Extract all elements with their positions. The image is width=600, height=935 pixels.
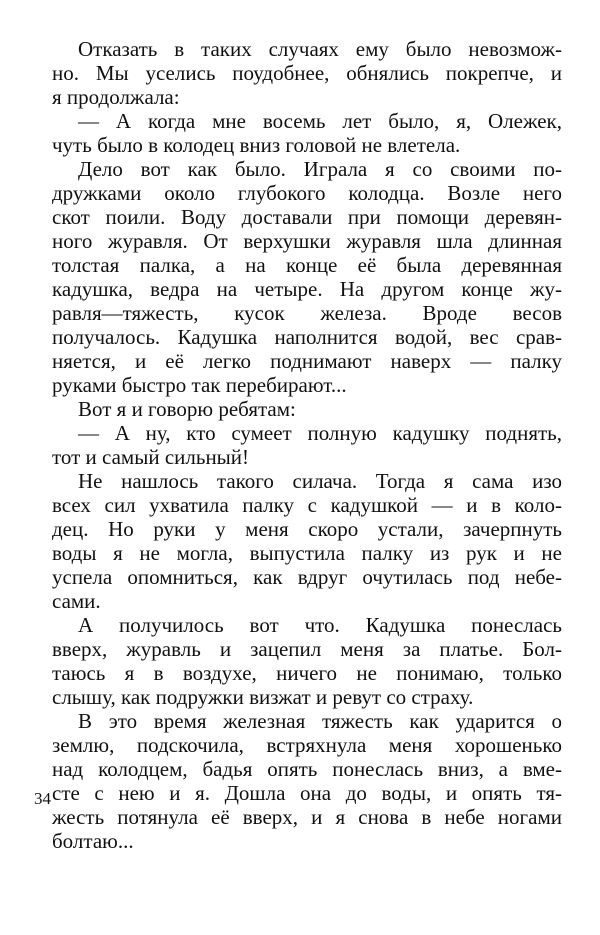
- text-line: ного журавля. От верхушки журавля шла длинная: [52, 229, 562, 253]
- text-line: — А ну, кто сумеет полную кадушку поднять,: [78, 421, 562, 445]
- paragraph-6: [52, 469, 562, 613]
- text-line: жесть потянула её вверх, и я снова в небе ногами: [52, 805, 562, 829]
- text-line: Дело вот как было. Играла я со своими по-: [78, 157, 562, 181]
- text-line: таюсь я в воздухе, ничего не понимаю, только: [52, 661, 562, 685]
- text-line: землю, подскочила, встряхнула меня хорошенько: [52, 733, 562, 757]
- text-line: чуть было в колодец вниз головой не влетела.: [52, 133, 461, 157]
- text-line: толстая палка, а на конце её была деревянная: [52, 253, 562, 277]
- page-number: 34: [34, 789, 51, 808]
- text-line: получалось. Кадушка наполнится водой, вес срав-: [52, 325, 562, 349]
- text-line: скот поили. Воду доставали при помощи деревян-: [52, 205, 562, 229]
- text-line: вверх, журавль и зацепил меня за платье. Бол-: [52, 637, 562, 661]
- text-line: всех сил ухватила палку с кадушкой — и в коло-: [52, 493, 562, 517]
- text-line: Отказать в таких случаях ему было невозмож-: [78, 37, 562, 61]
- text-line: Вот я и говорю ребятам:: [78, 397, 296, 421]
- paragraph-8: [52, 709, 562, 853]
- paragraph-4: [52, 397, 562, 421]
- main-text: [52, 37, 562, 853]
- text-line: болтаю...: [52, 829, 134, 853]
- text-line: кадушка, ведра на четыре. На другом конце жу-: [52, 277, 562, 301]
- text-line: равля—тяжесть, кусок железа. Вроде весов: [52, 301, 562, 325]
- text-line: но. Мы уселись поудобнее, обнялись покрепче, и: [52, 61, 562, 85]
- text-line: я продолжала:: [52, 85, 180, 109]
- text-line: над колодцем, бадья опять понеслась вниз, а вме-: [52, 757, 562, 781]
- paragraph-7: [52, 613, 562, 709]
- text-line: воды я не могла, выпустила палку из рук и не: [52, 541, 562, 565]
- text-line: Не нашлось такого силача. Тогда я сама изо: [78, 469, 562, 493]
- text-line: В это время железная тяжесть как ударится о: [78, 709, 562, 733]
- paragraph-1: [52, 37, 562, 109]
- text-line: руками быстро так перебирают...: [52, 373, 347, 397]
- text-line: слышу, как подружки визжат и ревут со страху.: [52, 685, 474, 709]
- text-line: дец. Но руки у меня скоро устали, зачерпнуть: [52, 517, 562, 541]
- paragraph-5: [52, 421, 562, 469]
- text-line: успела опомниться, как вдруг очутилась под небе-: [52, 565, 562, 589]
- text-line: — А когда мне восемь лет было, я, Олежек,: [78, 109, 562, 133]
- text-line: сами.: [52, 589, 101, 613]
- text-line: сте с нею и я. Дошла она до воды, и опять тя-: [52, 781, 562, 805]
- paragraph-2: [52, 109, 562, 157]
- text-line: няется, и её легко поднимают наверх — палку: [52, 349, 562, 373]
- text-line: тот и самый сильный!: [52, 445, 250, 469]
- paragraph-3: [52, 157, 562, 397]
- text-line: дружками около глубокого колодца. Возле него: [52, 181, 562, 205]
- text-line: А получилось вот что. Кадушка понеслась: [78, 613, 562, 637]
